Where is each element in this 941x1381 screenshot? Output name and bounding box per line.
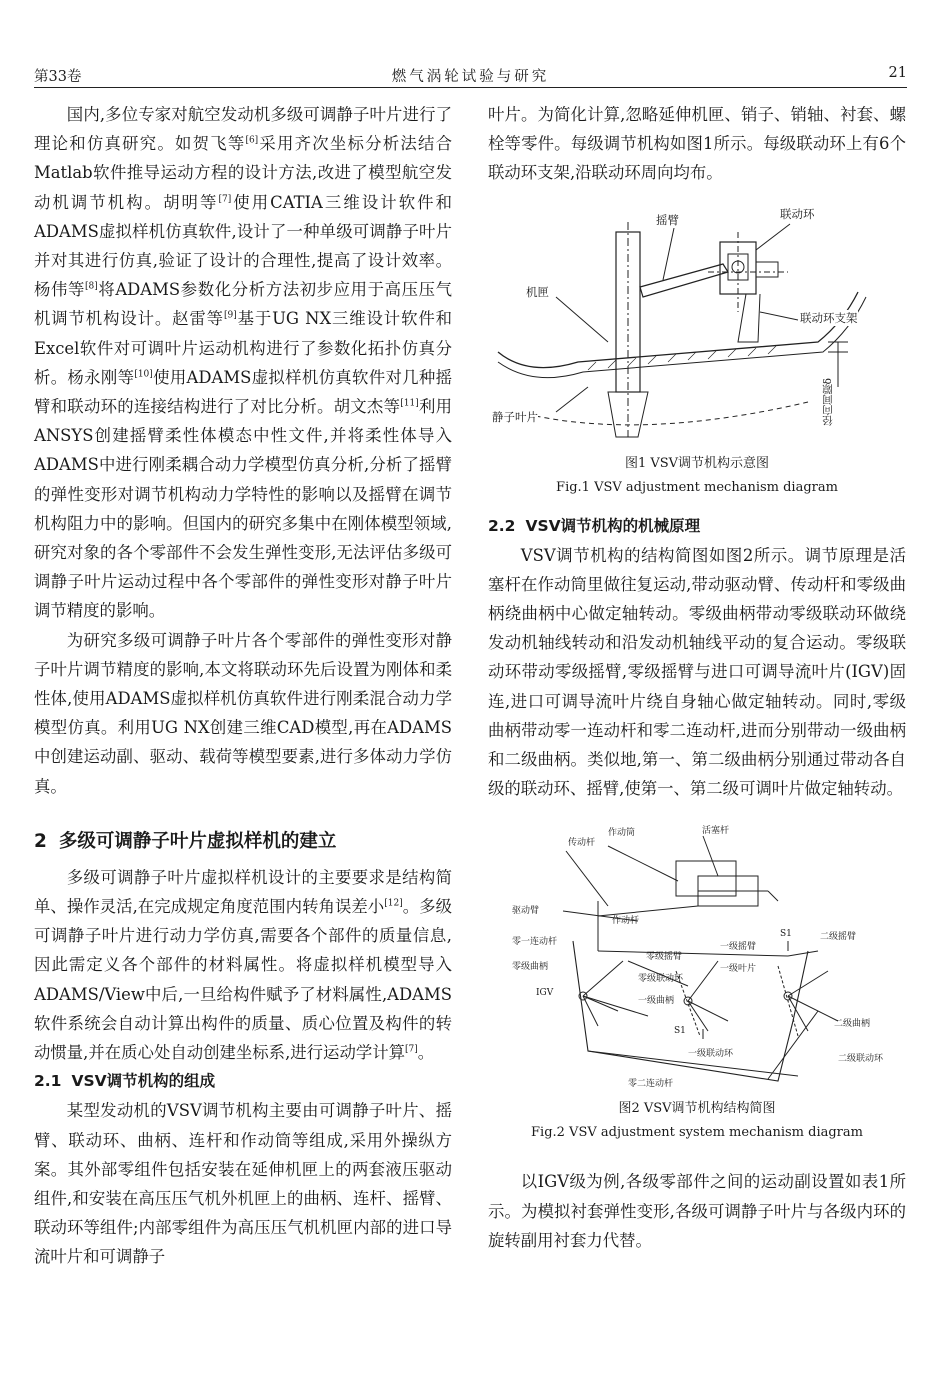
fig2-label-igv: IGV: [536, 988, 554, 999]
fig2-label-drive-rod: 传动杆: [568, 838, 596, 849]
fig2-label-rocker2: 二级摇臂: [820, 932, 857, 943]
fig1-label-vane: 静子叶片: [492, 409, 538, 424]
right-column: [488, 100, 906, 1255]
left-column: [34, 100, 452, 1272]
paragraph-related-work: 国内,多位专家对航空发动机多级可调静子叶片进行了理论和仿真研究。如贺飞等[6]采用齐次坐标分析法结合Matlab软件推导运动方程的设计方法,改进了模型航空发动机调节机构。胡明等[7]使用CATIA三维设计软件和ADAMS虚拟样机仿真软件,设计了一种单级可调静子叶片并对其进行仿真,验证了设计的合理性,提高了设计效率。杨伟等[8]将ADAMS参数化分析方法初步应用于高压压气机调节机构设计。赵雷等[9]基于UG NX三维设计软件和Excel软件对可调叶片运动机构进行了参数化拓扑仿真分析。杨永刚等[10]使用ADAMS虚拟样机仿真软件对几种摇臂和联动环的连接结构进行了对比分析。胡文杰等[11]利用ANSYS创建摇臂柔性体模态中性文件,并将柔性体导入ADAMS中进行刚柔耦合动力学模型仿真分析,分析了摇臂的弹性变形对调节机构动力学特性的影响以及摇臂在调节机构阻力中的影响。但国内的研究多集中在刚体模型领域,研究对象的各个零部件不会发生弹性变形,无法评估多级可调静子叶片运动过程中各个零部件的弹性变形对静子叶片调节精度的影响。: [34, 105, 453, 621]
figure-1: [488, 202, 906, 442]
fig2-label-stator1: 一级叶片: [720, 964, 757, 975]
journal-title: 燃气涡轮试验与研究: [391, 69, 550, 85]
fig2-label-s1-b: S1: [674, 1026, 686, 1037]
fig2-label-link02: 零二连动杆: [628, 1079, 674, 1090]
figure-2-caption-en: Fig.2 VSV adjustment system mechanism diagram: [531, 1125, 863, 1141]
fig2-label-ring1: 一级联动环: [688, 1049, 734, 1060]
running-header: [34, 62, 907, 88]
paragraph-virtual-prototype: 多级可调静子叶片虚拟样机设计的主要要求是结构简单、操作灵活,在完成规定角度范围内转角误差小[12]。多级可调静子叶片进行动力学仿真,需要各个部件的质量信息,因此需定义各个部件的材料属性。将虚拟样机模型导入ADAMS/View中后,一旦给构件赋予了材料属性,ADAMS软件系统会自动计算出构件的质量、质心位置及构件的转动惯量,并在质心处自动创建坐标系,进行运动学计算[7]。: [34, 867, 453, 1063]
paragraph-vsv-composition-cont: 叶片。为简化计算,忽略延伸机匣、销子、销轴、衬套、螺栓等零件。每级调节机构如图1所示。每级联动环上有6个联动环支架,沿联动环周向均布。: [488, 105, 906, 183]
section-heading-2-1: 2.1 VSV调节机构的组成: [34, 1072, 216, 1091]
fig2-label-actuator: 作动筒: [608, 828, 636, 839]
fig1-label-casing: 机匣: [526, 284, 549, 299]
fig2-label-rocker1: 一级摇臂: [720, 942, 757, 953]
paragraph-igv-joints: 以IGV级为例,各级零部件之间的运动副设置如表1所示。为模拟衬套弹性变形,各级可调静子叶片与各级内环的旋转副用衬套力代替。: [488, 1172, 906, 1250]
fig2-label-crank0: 零级曲柄: [512, 962, 549, 973]
fig2-label-crank1: 一级曲柄: [638, 996, 675, 1007]
fig2-label-driven-rod: 作动杆: [612, 916, 640, 927]
page-number: 21: [888, 65, 907, 81]
fig2-label-ring0: 零级联动环: [638, 974, 684, 985]
section-heading-2: 2 多级可调静子叶片虚拟样机的建立: [34, 830, 337, 852]
paragraph-objective: 为研究多级可调静子叶片各个零部件的弹性变形对静子叶片调节精度的影响,本文将联动环先后设置为刚体和柔性体,使用ADAMS虚拟样机仿真软件进行刚柔混合动力学模型仿真。利用UG NX创建三维CAD模型,再在ADAMS中创建运动副、驱动、载荷等模型要素,进行多体动力学仿真。: [34, 630, 452, 796]
figure-1-caption-en: Fig.1 VSV adjustment mechanism diagram: [556, 479, 838, 495]
fig1-label-ring-bracket: 联动环支架: [800, 310, 858, 325]
figure-2: [488, 821, 906, 1093]
fig2-label-crank2: 二级曲柄: [834, 1019, 871, 1030]
volume-label: 第33卷: [34, 69, 82, 85]
paragraph-mechanism-principle: VSV调节机构的结构简图如图2所示。调节原理是活塞杆在作动筒里做往复运动,带动驱动臂、传动杆和零级曲柄绕曲柄中心做定轴转动。零级曲柄带动零级联动环做绕发动机轴线转动和沿发动机轴线平动的复合运动。零级联动环带动零级摇臂,零级摇臂与进口可调导流叶片(IGV)固连,进口可调导流叶片绕自身轴心做定轴转动。同时,零级曲柄带动零一连动杆和零二连动杆,进而分别带动一级曲柄和二级曲柄。类似地,第一、第二级曲柄分别通过带动各自级的联动环、摇臂,使第一、第二级可调叶片做定轴转动。: [488, 545, 906, 799]
fig2-label-piston-rod: 活塞杆: [702, 826, 730, 837]
fig2-label-rocker0: 零级摇臂: [646, 952, 683, 963]
fig1-label-ring: 联动环: [780, 206, 815, 221]
paragraph-vsv-composition: 某型发动机的VSV调节机构主要由可调静子叶片、摇臂、联动环、曲柄、连杆和作动筒等组成,采用外操纵方案。其外部零组件包括安装在延伸机匣上的两套液压驱动组件,和安装在高压压气机外机匣上的曲柄、连杆、摇臂、联动环等组件;内部零组件为高压压气机机匣内部的进口导流叶片和可调静子: [34, 1101, 452, 1267]
section-heading-2-2: 2.2 VSV调节机构的机械原理: [488, 516, 701, 535]
fig2-label-s1-a: S1: [780, 929, 792, 940]
fig1-label-rocker: 摇臂: [656, 212, 679, 227]
fig2-label-link01: 零一连动杆: [512, 937, 558, 948]
fig2-label-drive-arm: 驱动臂: [512, 906, 540, 917]
fig2-label-ring2: 二级联动环: [838, 1054, 884, 1065]
fig1-label-radial-gap: 径向间隙δ: [822, 377, 834, 426]
figure-2-caption-cn: 图2 VSV调节机构结构简图: [618, 1101, 776, 1117]
figure-1-caption-cn: 图1 VSV调节机构示意图: [624, 455, 770, 471]
